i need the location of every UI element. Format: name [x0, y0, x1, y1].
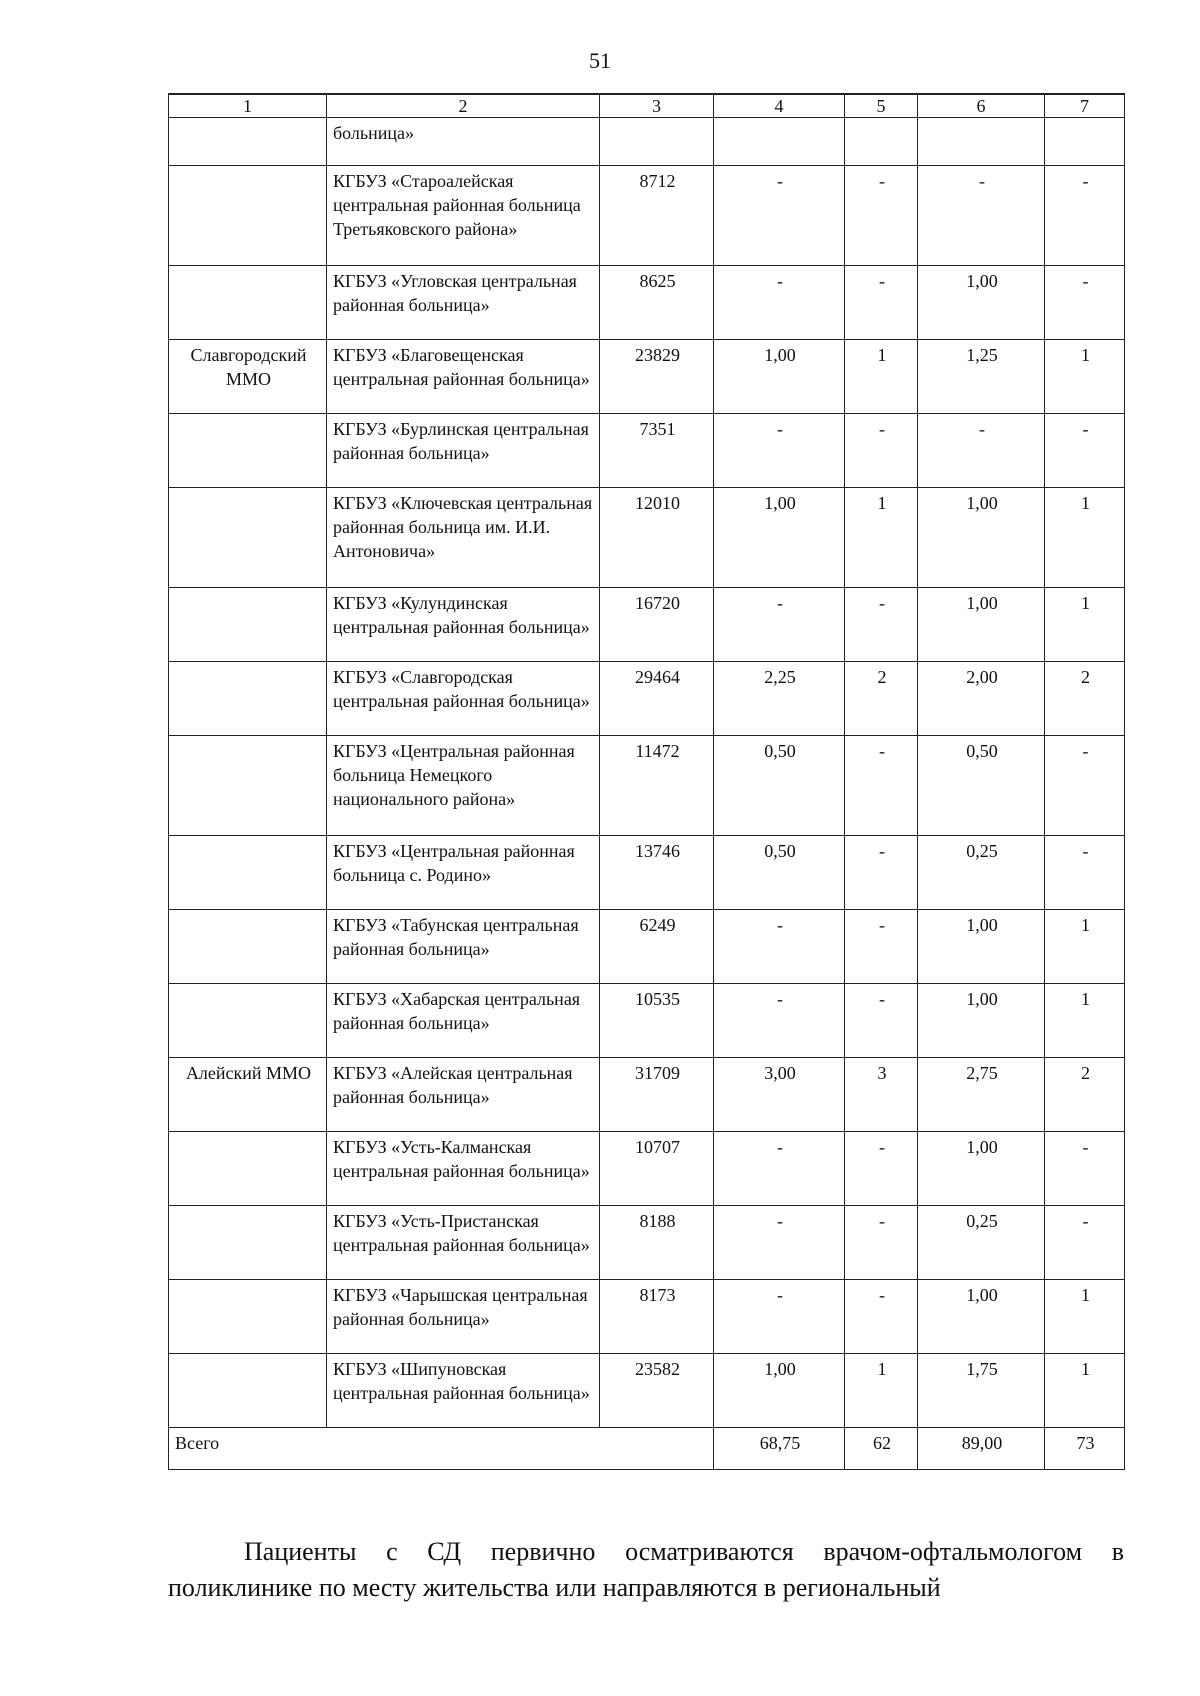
value-col-5-cell: 3 [845, 1058, 918, 1132]
value-col-6-cell: 1,00 [918, 910, 1045, 984]
group-cell: Славгородский ММО [169, 340, 327, 414]
hospital-name-cell: КГБУЗ «Табунская центральная районная больница» [327, 910, 600, 984]
value-col-7-cell: - [1045, 1132, 1125, 1206]
body-paragraph: Пациенты с СД первично осматриваются врачом-офтальмологом в поликлинике по месту жительства или направляются в региональный [168, 1537, 1124, 1602]
value-col-5-cell: - [845, 736, 918, 836]
table-row [169, 1206, 1125, 1280]
total-col-7: 73 [1045, 1428, 1125, 1470]
group-cell [169, 588, 327, 662]
value-col-6-cell: 1,00 [918, 266, 1045, 340]
header-col-5: 5 [845, 94, 918, 118]
value-col-7-cell: - [1045, 836, 1125, 910]
table-header [169, 94, 1125, 118]
hospital-name-cell: КГБУЗ «Центральная районная больница Немецкого национального района» [327, 736, 600, 836]
value-col-5-cell [845, 118, 918, 166]
value-col-7-cell: 1 [1045, 1280, 1125, 1354]
population-cell: 8712 [600, 166, 714, 266]
hospital-name-cell: КГБУЗ «Кулундинская центральная районная больница» [327, 588, 600, 662]
value-col-5-cell: 1 [845, 340, 918, 414]
value-col-7-cell: 1 [1045, 340, 1125, 414]
table-row [169, 588, 1125, 662]
group-cell: Алейский ММО [169, 1058, 327, 1132]
value-col-6-cell: 2,75 [918, 1058, 1045, 1132]
value-col-5-cell: - [845, 1280, 918, 1354]
table-row [169, 836, 1125, 910]
value-col-4-cell: 0,50 [714, 736, 845, 836]
value-col-6-cell: 1,75 [918, 1354, 1045, 1428]
value-col-5-cell: - [845, 910, 918, 984]
group-cell [169, 488, 327, 588]
group-cell [169, 736, 327, 836]
hospital-name-cell: больница» [327, 118, 600, 166]
value-col-7-cell: 1 [1045, 588, 1125, 662]
table-row [169, 1132, 1125, 1206]
hospital-name-cell: КГБУЗ «Угловская центральная районная больница» [327, 266, 600, 340]
value-col-4-cell: - [714, 266, 845, 340]
population-cell: 13746 [600, 836, 714, 910]
hospital-name-cell: КГБУЗ «Бурлинская центральная районная больница» [327, 414, 600, 488]
group-cell [169, 836, 327, 910]
population-cell: 10707 [600, 1132, 714, 1206]
value-col-7-cell: 2 [1045, 662, 1125, 736]
value-col-7-cell: 2 [1045, 1058, 1125, 1132]
hospital-name-cell: КГБУЗ «Хабарская центральная районная больница» [327, 984, 600, 1058]
header-col-7: 7 [1045, 94, 1125, 118]
value-col-7-cell: - [1045, 736, 1125, 836]
group-cell [169, 166, 327, 266]
table-row [169, 984, 1125, 1058]
value-col-7-cell: 1 [1045, 1354, 1125, 1428]
value-col-4-cell: - [714, 588, 845, 662]
value-col-6-cell: - [918, 414, 1045, 488]
table-row [169, 488, 1125, 588]
value-col-4-cell: - [714, 984, 845, 1058]
group-cell [169, 118, 327, 166]
group-cell [169, 1206, 327, 1280]
total-col-5: 62 [845, 1428, 918, 1470]
hospital-name-cell: КГБУЗ «Шипуновская центральная районная больница» [327, 1354, 600, 1428]
table-row [169, 340, 1125, 414]
group-cell [169, 910, 327, 984]
table-row [169, 910, 1125, 984]
value-col-4-cell: 1,00 [714, 1354, 845, 1428]
population-cell: 23829 [600, 340, 714, 414]
population-cell: 8173 [600, 1280, 714, 1354]
table-row [169, 1354, 1125, 1428]
value-col-6-cell: 1,00 [918, 1280, 1045, 1354]
header-col-1: 1 [169, 94, 327, 118]
value-col-4-cell: - [714, 414, 845, 488]
value-col-4-cell: - [714, 1132, 845, 1206]
group-cell [169, 662, 327, 736]
population-cell: 10535 [600, 984, 714, 1058]
group-cell [169, 266, 327, 340]
population-cell: 23582 [600, 1354, 714, 1428]
population-cell: 6249 [600, 910, 714, 984]
value-col-5-cell: - [845, 984, 918, 1058]
value-col-5-cell: - [845, 836, 918, 910]
value-col-4-cell: - [714, 1280, 845, 1354]
population-cell: 31709 [600, 1058, 714, 1132]
value-col-6-cell: 0,50 [918, 736, 1045, 836]
header-col-3: 3 [600, 94, 714, 118]
value-col-4-cell: 2,25 [714, 662, 845, 736]
value-col-6-cell: 1,25 [918, 340, 1045, 414]
value-col-6-cell: 0,25 [918, 836, 1045, 910]
table-row [169, 118, 1125, 166]
value-col-7-cell: 1 [1045, 984, 1125, 1058]
group-cell [169, 414, 327, 488]
total-label: Всего [169, 1428, 714, 1470]
value-col-5-cell: - [845, 588, 918, 662]
value-col-6-cell: 2,00 [918, 662, 1045, 736]
value-col-5-cell: 1 [845, 1354, 918, 1428]
group-cell [169, 1354, 327, 1428]
hospital-name-cell: КГБУЗ «Благовещенская центральная районная больница» [327, 340, 600, 414]
header-col-2: 2 [327, 94, 600, 118]
population-cell: 7351 [600, 414, 714, 488]
table-row [169, 1058, 1125, 1132]
value-col-7-cell: 1 [1045, 910, 1125, 984]
value-col-4-cell: - [714, 1206, 845, 1280]
value-col-4-cell: 1,00 [714, 488, 845, 588]
hospital-name-cell: КГБУЗ «Славгородская центральная районная больница» [327, 662, 600, 736]
value-col-5-cell: - [845, 414, 918, 488]
population-cell: 16720 [600, 588, 714, 662]
page-number: 51 [589, 48, 611, 73]
hospital-name-cell: КГБУЗ «Усть-Калманская центральная районная больница» [327, 1132, 600, 1206]
header-col-6: 6 [918, 94, 1045, 118]
table-body [169, 118, 1125, 1428]
table-row [169, 662, 1125, 736]
table-row [169, 414, 1125, 488]
value-col-7-cell: 1 [1045, 488, 1125, 588]
value-col-6-cell [918, 118, 1045, 166]
hospital-name-cell: КГБУЗ «Центральная районная больница с. Родино» [327, 836, 600, 910]
hospital-name-cell: КГБУЗ «Усть-Пристанская центральная районная больница» [327, 1206, 600, 1280]
population-cell [600, 118, 714, 166]
hospital-name-cell: КГБУЗ «Ключевская центральная районная больница им. И.И. Антоновича» [327, 488, 600, 588]
value-col-4-cell: - [714, 910, 845, 984]
value-col-4-cell [714, 118, 845, 166]
total-col-6: 89,00 [918, 1428, 1045, 1470]
group-cell [169, 1280, 327, 1354]
value-col-5-cell: 1 [845, 488, 918, 588]
table-row [169, 166, 1125, 266]
total-col-4: 68,75 [714, 1428, 845, 1470]
header-row [169, 94, 1125, 118]
value-col-7-cell: - [1045, 266, 1125, 340]
value-col-4-cell: 3,00 [714, 1058, 845, 1132]
hospital-name-cell: КГБУЗ «Староалейская центральная районная больница Третьяковского района» [327, 166, 600, 266]
value-col-5-cell: - [845, 166, 918, 266]
table-row [169, 1280, 1125, 1354]
population-cell: 12010 [600, 488, 714, 588]
table-row [169, 736, 1125, 836]
value-col-5-cell: - [845, 1206, 918, 1280]
value-col-6-cell: 1,00 [918, 1132, 1045, 1206]
value-col-4-cell: 0,50 [714, 836, 845, 910]
hospital-name-cell: КГБУЗ «Алейская центральная районная больница» [327, 1058, 600, 1132]
group-cell [169, 1132, 327, 1206]
population-cell: 8625 [600, 266, 714, 340]
population-cell: 8188 [600, 1206, 714, 1280]
hospital-name-cell: КГБУЗ «Чарышская центральная районная больница» [327, 1280, 600, 1354]
value-col-6-cell: 1,00 [918, 488, 1045, 588]
value-col-7-cell [1045, 118, 1125, 166]
value-col-5-cell: - [845, 266, 918, 340]
value-col-7-cell: - [1045, 166, 1125, 266]
hospital-table [168, 93, 1125, 1470]
table-row [169, 266, 1125, 340]
value-col-6-cell: 1,00 [918, 588, 1045, 662]
table-footer [169, 1428, 1125, 1470]
total-row [169, 1428, 1125, 1470]
header-col-4: 4 [714, 94, 845, 118]
value-col-6-cell: 0,25 [918, 1206, 1045, 1280]
population-cell: 11472 [600, 736, 714, 836]
value-col-7-cell: - [1045, 1206, 1125, 1280]
value-col-5-cell: - [845, 1132, 918, 1206]
value-col-4-cell: 1,00 [714, 340, 845, 414]
group-cell [169, 984, 327, 1058]
value-col-6-cell: - [918, 166, 1045, 266]
population-cell: 29464 [600, 662, 714, 736]
value-col-6-cell: 1,00 [918, 984, 1045, 1058]
value-col-7-cell: - [1045, 414, 1125, 488]
value-col-4-cell: - [714, 166, 845, 266]
value-col-5-cell: 2 [845, 662, 918, 736]
